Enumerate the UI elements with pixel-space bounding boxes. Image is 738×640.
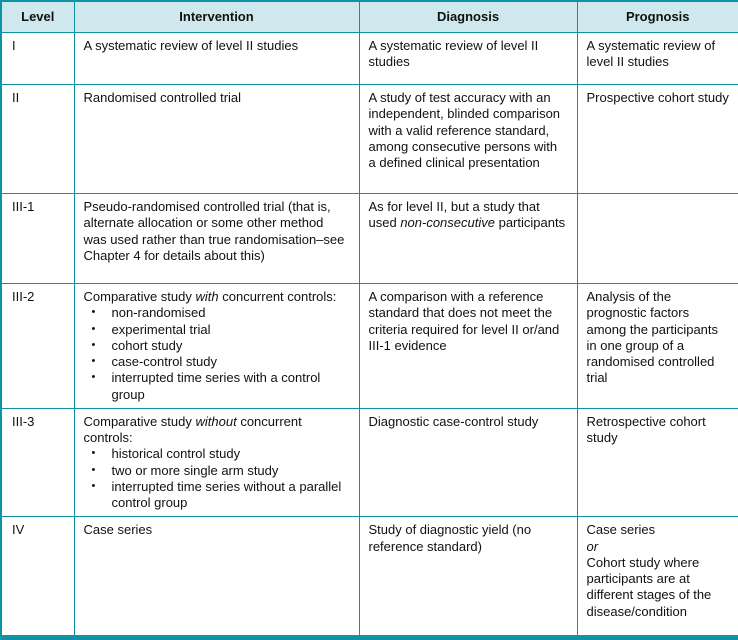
bullet-item: • experimental trial (92, 322, 350, 338)
cell-text-line: Case series (83, 522, 153, 538)
cell-text-line: Cohort study where participants are at different stages of the disease/condition (586, 554, 712, 619)
cell-text-line: Prospective cohort study (586, 90, 729, 105)
cell-text-line: A systematic review of level II studies (83, 38, 299, 53)
diagnosis-cell (359, 284, 577, 409)
table-row-level-iv (1, 517, 738, 638)
cell-text-line: Comparative study without concurrent controls: (83, 413, 302, 445)
intervention-cell (74, 194, 359, 284)
prognosis-cell (577, 194, 738, 284)
prognosis-cell (577, 85, 738, 194)
cell-text-line: Study of diagnostic yield (no reference standard) (368, 522, 532, 554)
col-header-prognosis: Prognosis (577, 1, 738, 33)
cell-text-line: or (586, 538, 599, 554)
prognosis-cell (577, 517, 738, 638)
col-header-diagnosis: Diagnosis (359, 1, 577, 33)
cell-text-line: Diagnostic case-control study (368, 413, 539, 429)
diagnosis-cell (359, 33, 577, 85)
table-row-level-i (1, 33, 738, 85)
prognosis-cell (577, 284, 738, 409)
col-header-intervention: Intervention (74, 1, 359, 33)
intervention-cell (74, 408, 359, 517)
bullet-item: • two or more single arm study (92, 463, 350, 479)
prognosis-cell (577, 408, 738, 517)
cell-text-line: As for level II, but a study that used non-consecutive participants (368, 199, 566, 231)
bullet-item: • historical control study (92, 446, 350, 462)
bullet-item: • non-randomised (92, 305, 350, 321)
table-row-level-ii (1, 85, 738, 194)
cell-text-line: A comparison with a reference standard that does not meet the criteria required for level II or/and III-1 evidence (368, 289, 560, 353)
bullet-item: • interrupted time series without a parallel control group (92, 479, 350, 512)
table-row-level-iii-1 (1, 194, 738, 284)
diagnosis-cell (359, 408, 577, 517)
level-cell: III-3 (1, 408, 74, 517)
table-row-level-iii-3 (1, 408, 738, 517)
diagnosis-cell (359, 517, 577, 638)
level-cell: III-1 (1, 194, 74, 284)
level-cell: I (1, 33, 74, 85)
cell-text-line: Pseudo-randomised controlled trial (that is, alternate allocation or some other method was used rather than true randomisation–see Chapter 4 for details about this) (83, 199, 345, 263)
cell-text-line: Comparative study with concurrent controls: (83, 289, 337, 304)
intervention-cell (74, 33, 359, 85)
cell-text-line: A study of test accuracy with an independent, blinded comparison with a valid reference standard, among consecutive persons with a defined clinical presentation (368, 90, 561, 170)
intervention-cell (74, 85, 359, 194)
cell-text-line: Randomised controlled trial (83, 90, 242, 105)
header-row (1, 1, 738, 33)
cell-text-line: Analysis of the prognostic factors among the participants in one group of a randomised controlled trial (586, 289, 719, 386)
diagnosis-cell (359, 85, 577, 194)
level-cell: IV (1, 517, 74, 638)
bullet-item: • case-control study (92, 354, 350, 370)
cell-text-line: Retrospective cohort study (586, 413, 706, 445)
col-header-level: Level (1, 1, 74, 33)
level-cell: II (1, 85, 74, 194)
level-cell: III-2 (1, 284, 74, 409)
bullet-list (84, 446, 350, 511)
bullet-item: • interrupted time series with a control group (92, 370, 350, 403)
intervention-cell (74, 284, 359, 409)
bullet-list (84, 305, 350, 403)
cell-text-line: A systematic review of level II studies (586, 38, 716, 70)
table-row-level-iii-2 (1, 284, 738, 409)
prognosis-cell (577, 33, 738, 85)
bullet-item: • cohort study (92, 338, 350, 354)
cell-text-line: Case series (586, 522, 656, 538)
diagnosis-cell (359, 194, 577, 284)
cell-text-line: A systematic review of level II studies (368, 38, 539, 70)
intervention-cell (74, 517, 359, 638)
